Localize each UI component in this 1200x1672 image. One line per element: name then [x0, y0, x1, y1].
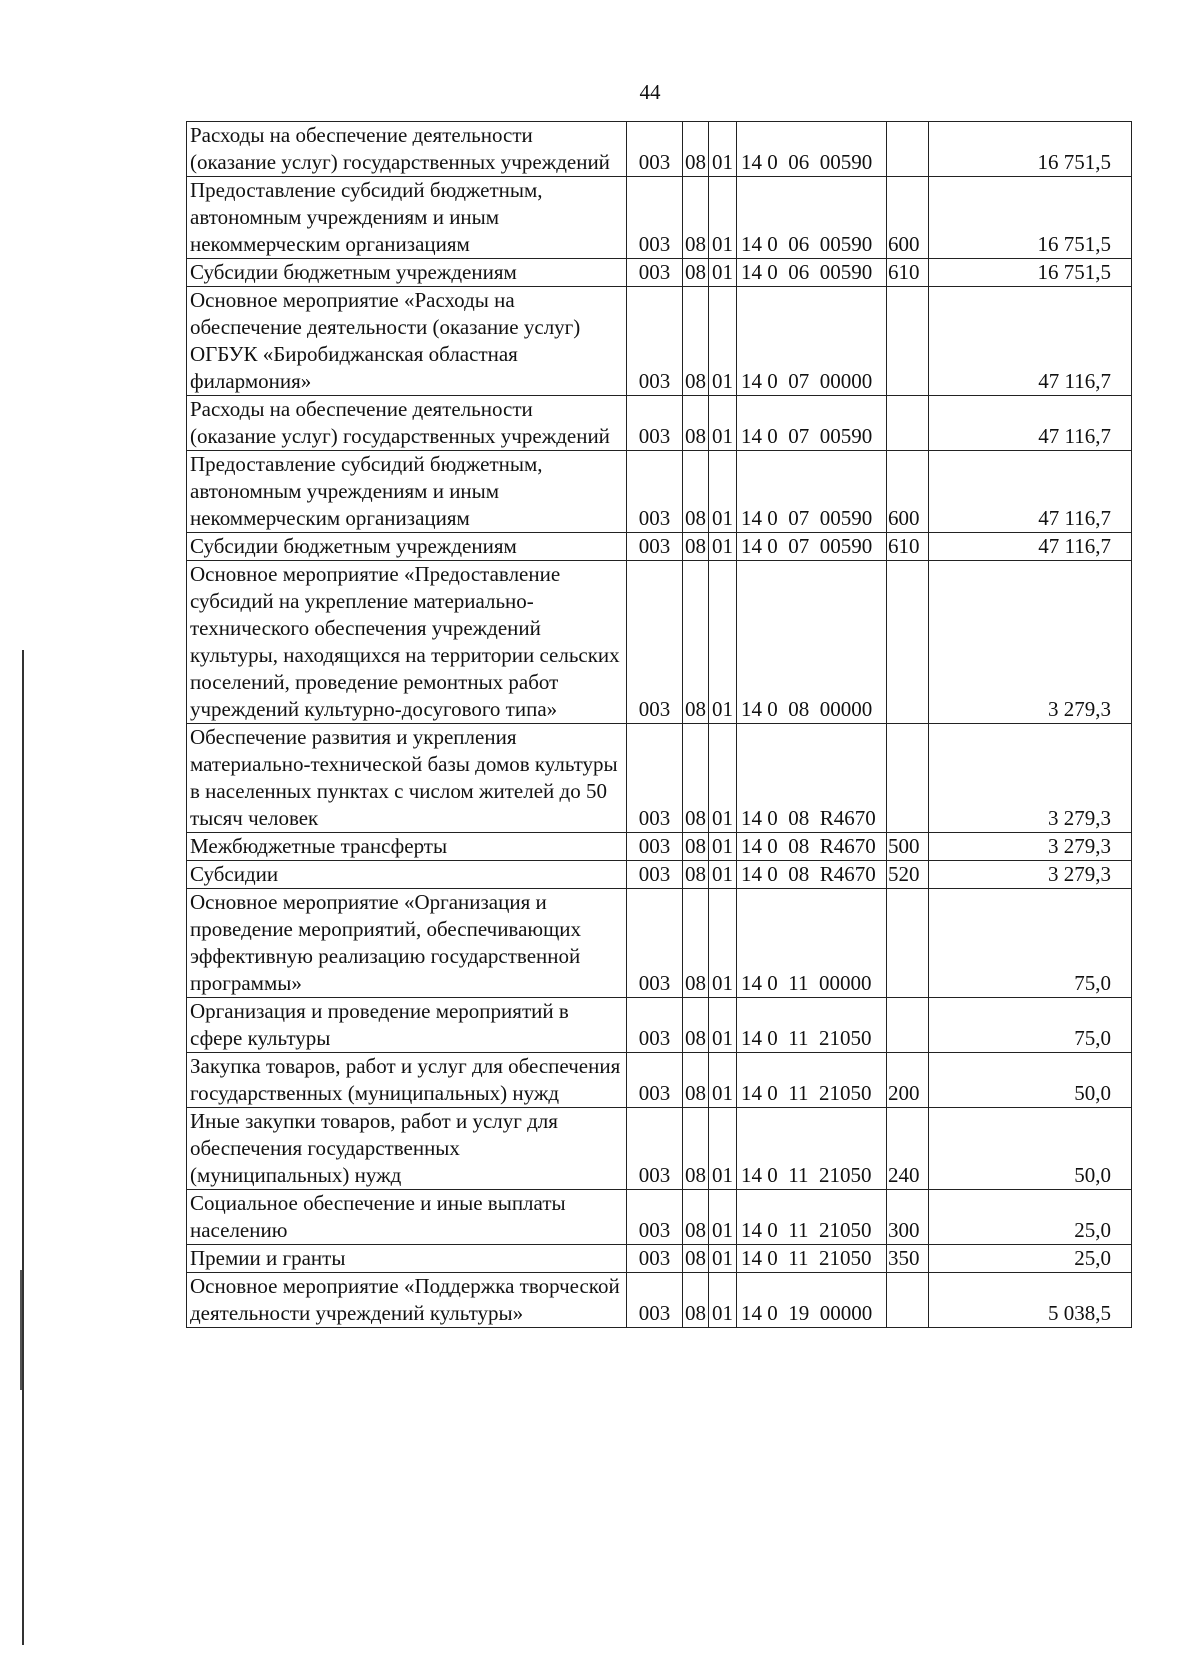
row-vr-cell	[887, 396, 929, 451]
table-row	[187, 1053, 1132, 1108]
row-sum-cell: 50,0	[929, 1053, 1132, 1108]
table-row	[187, 561, 1132, 724]
row-name-cell: Субсидии	[187, 861, 627, 889]
table-row	[187, 177, 1132, 259]
row-pr-cell: 01	[709, 287, 737, 396]
table-row	[187, 833, 1132, 861]
margin-binding-line	[22, 650, 24, 1645]
row-vr-cell	[887, 122, 929, 177]
row-rz-cell: 08	[683, 833, 709, 861]
row-pr-cell: 01	[709, 533, 737, 561]
row-name-cell: Основное мероприятие «Организация и проведение мероприятий, обеспечивающих эффективную реализацию государственной программы»	[187, 889, 627, 998]
row-csr-cell: 14 0 11 21050	[737, 998, 887, 1053]
row-rz-cell: 08	[683, 287, 709, 396]
row-sum-cell: 50,0	[929, 1108, 1132, 1190]
row-pr-cell: 01	[709, 259, 737, 287]
row-rz-cell: 08	[683, 1273, 709, 1328]
row-vr-cell: 350	[887, 1245, 929, 1273]
row-gr-cell: 003	[627, 833, 683, 861]
row-pr-cell: 01	[709, 1108, 737, 1190]
row-sum-cell: 47 116,7	[929, 396, 1132, 451]
row-csr-cell: 14 0 06 00590	[737, 259, 887, 287]
row-vr-cell	[887, 998, 929, 1053]
row-vr-cell: 200	[887, 1053, 929, 1108]
row-sum-cell: 5 038,5	[929, 1273, 1132, 1328]
row-gr-cell: 003	[627, 1053, 683, 1108]
row-name-cell: Обеспечение развития и укрепления материально-технической базы домов культуры в населенных пунктах с числом жителей до 50 тысяч человек	[187, 724, 627, 833]
row-rz-cell: 08	[683, 1108, 709, 1190]
row-name-cell: Межбюджетные трансферты	[187, 833, 627, 861]
row-csr-cell: 14 0 07 00590	[737, 396, 887, 451]
row-pr-cell: 01	[709, 122, 737, 177]
row-csr-cell: 14 0 11 21050	[737, 1108, 887, 1190]
table-row	[187, 998, 1132, 1053]
table-row	[187, 1108, 1132, 1190]
row-sum-cell: 3 279,3	[929, 724, 1132, 833]
row-rz-cell: 08	[683, 259, 709, 287]
row-vr-cell: 600	[887, 177, 929, 259]
row-rz-cell: 08	[683, 724, 709, 833]
row-pr-cell: 01	[709, 1053, 737, 1108]
row-vr-cell: 610	[887, 259, 929, 287]
row-csr-cell: 14 0 07 00590	[737, 533, 887, 561]
row-vr-cell: 240	[887, 1108, 929, 1190]
row-gr-cell: 003	[627, 1245, 683, 1273]
row-name-cell: Организация и проведение мероприятий в сфере культуры	[187, 998, 627, 1053]
row-csr-cell: 14 0 07 00590	[737, 451, 887, 533]
row-sum-cell: 16 751,5	[929, 259, 1132, 287]
row-csr-cell: 14 0 08 00000	[737, 561, 887, 724]
row-name-cell: Закупка товаров, работ и услуг для обеспечения государственных (муниципальных) нужд	[187, 1053, 627, 1108]
table-body	[187, 122, 1132, 1328]
row-gr-cell: 003	[627, 122, 683, 177]
row-vr-cell	[887, 889, 929, 998]
table-row	[187, 1190, 1132, 1245]
row-csr-cell: 14 0 06 00590	[737, 122, 887, 177]
row-pr-cell: 01	[709, 1190, 737, 1245]
row-name-cell: Основное мероприятие «Расходы на обеспечение деятельности (оказание услуг) ОГБУК «Биробиджанская областная филармония»	[187, 287, 627, 396]
row-csr-cell: 14 0 11 21050	[737, 1190, 887, 1245]
row-name-cell: Расходы на обеспечение деятельности (оказание услуг) государственных учреждений	[187, 396, 627, 451]
row-sum-cell: 3 279,3	[929, 561, 1132, 724]
row-csr-cell: 14 0 11 21050	[737, 1245, 887, 1273]
row-vr-cell: 300	[887, 1190, 929, 1245]
row-gr-cell: 003	[627, 724, 683, 833]
row-gr-cell: 003	[627, 1108, 683, 1190]
row-name-cell: Иные закупки товаров, работ и услуг для обеспечения государственных (муниципальных) нужд	[187, 1108, 627, 1190]
row-csr-cell: 14 0 07 00000	[737, 287, 887, 396]
table-row	[187, 1273, 1132, 1328]
row-rz-cell: 08	[683, 177, 709, 259]
table-row	[187, 533, 1132, 561]
row-rz-cell: 08	[683, 998, 709, 1053]
row-sum-cell: 16 751,5	[929, 122, 1132, 177]
row-sum-cell: 47 116,7	[929, 287, 1132, 396]
table-row	[187, 724, 1132, 833]
row-pr-cell: 01	[709, 833, 737, 861]
row-rz-cell: 08	[683, 889, 709, 998]
row-name-cell: Субсидии бюджетным учреждениям	[187, 259, 627, 287]
row-csr-cell: 14 0 19 00000	[737, 1273, 887, 1328]
row-gr-cell: 003	[627, 533, 683, 561]
row-rz-cell: 08	[683, 122, 709, 177]
row-rz-cell: 08	[683, 861, 709, 889]
row-name-cell: Премии и гранты	[187, 1245, 627, 1273]
row-vr-cell: 600	[887, 451, 929, 533]
row-gr-cell: 003	[627, 177, 683, 259]
row-vr-cell: 610	[887, 533, 929, 561]
row-rz-cell: 08	[683, 1190, 709, 1245]
row-sum-cell: 75,0	[929, 998, 1132, 1053]
row-pr-cell: 01	[709, 1245, 737, 1273]
row-csr-cell: 14 0 11 00000	[737, 889, 887, 998]
row-sum-cell: 47 116,7	[929, 533, 1132, 561]
row-pr-cell: 01	[709, 889, 737, 998]
row-rz-cell: 08	[683, 1053, 709, 1108]
budget-table	[186, 121, 1132, 1328]
table-row	[187, 1245, 1132, 1273]
row-vr-cell: 500	[887, 833, 929, 861]
row-rz-cell: 08	[683, 451, 709, 533]
row-gr-cell: 003	[627, 287, 683, 396]
row-pr-cell: 01	[709, 861, 737, 889]
row-csr-cell: 14 0 08 R4670	[737, 861, 887, 889]
table-row	[187, 287, 1132, 396]
row-pr-cell: 01	[709, 724, 737, 833]
row-gr-cell: 003	[627, 451, 683, 533]
row-rz-cell: 08	[683, 533, 709, 561]
row-sum-cell: 3 279,3	[929, 861, 1132, 889]
row-sum-cell: 16 751,5	[929, 177, 1132, 259]
row-csr-cell: 14 0 08 R4670	[737, 724, 887, 833]
row-pr-cell: 01	[709, 451, 737, 533]
row-sum-cell: 25,0	[929, 1245, 1132, 1273]
row-gr-cell: 003	[627, 1190, 683, 1245]
row-vr-cell	[887, 724, 929, 833]
row-vr-cell	[887, 287, 929, 396]
row-gr-cell: 003	[627, 861, 683, 889]
table-row	[187, 451, 1132, 533]
row-gr-cell: 003	[627, 998, 683, 1053]
row-pr-cell: 01	[709, 396, 737, 451]
table-row	[187, 122, 1132, 177]
row-rz-cell: 08	[683, 561, 709, 724]
row-sum-cell: 75,0	[929, 889, 1132, 998]
row-vr-cell	[887, 1273, 929, 1328]
row-csr-cell: 14 0 11 21050	[737, 1053, 887, 1108]
row-pr-cell: 01	[709, 177, 737, 259]
table-row	[187, 861, 1132, 889]
table-row	[187, 396, 1132, 451]
margin-binding-line-secondary	[20, 1270, 22, 1390]
row-name-cell: Основное мероприятие «Поддержка творческой деятельности учреждений культуры»	[187, 1273, 627, 1328]
row-gr-cell: 003	[627, 1273, 683, 1328]
row-gr-cell: 003	[627, 561, 683, 724]
row-pr-cell: 01	[709, 998, 737, 1053]
table-row	[187, 259, 1132, 287]
table-row	[187, 889, 1132, 998]
row-pr-cell: 01	[709, 561, 737, 724]
row-name-cell: Основное мероприятие «Предоставление субсидий на укрепление материально-технического обеспечения учреждений культуры, находящихся на территории сельских поселений, проведение ремонтных работ учреждений культурно-досугового типа»	[187, 561, 627, 724]
row-sum-cell: 47 116,7	[929, 451, 1132, 533]
row-name-cell: Расходы на обеспечение деятельности (оказание услуг) государственных учреждений	[187, 122, 627, 177]
row-name-cell: Предоставление субсидий бюджетным, автономным учреждениям и иным некоммерческим организациям	[187, 451, 627, 533]
row-vr-cell: 520	[887, 861, 929, 889]
row-name-cell: Предоставление субсидий бюджетным, автономным учреждениям и иным некоммерческим организациям	[187, 177, 627, 259]
row-pr-cell: 01	[709, 1273, 737, 1328]
page-number: 44	[639, 80, 661, 104]
row-gr-cell: 003	[627, 259, 683, 287]
row-sum-cell: 3 279,3	[929, 833, 1132, 861]
row-gr-cell: 003	[627, 889, 683, 998]
row-sum-cell: 25,0	[929, 1190, 1132, 1245]
row-vr-cell	[887, 561, 929, 724]
row-gr-cell: 003	[627, 396, 683, 451]
row-name-cell: Социальное обеспечение и иные выплаты населению	[187, 1190, 627, 1245]
row-rz-cell: 08	[683, 396, 709, 451]
row-csr-cell: 14 0 08 R4670	[737, 833, 887, 861]
row-rz-cell: 08	[683, 1245, 709, 1273]
row-name-cell: Субсидии бюджетным учреждениям	[187, 533, 627, 561]
row-csr-cell: 14 0 06 00590	[737, 177, 887, 259]
